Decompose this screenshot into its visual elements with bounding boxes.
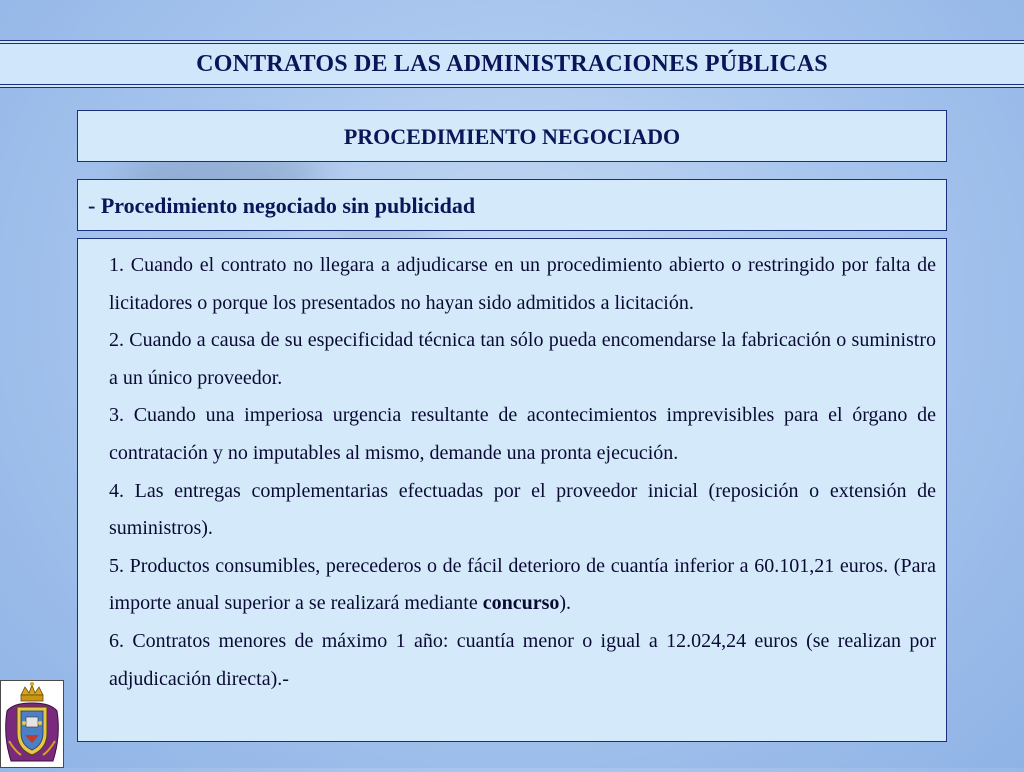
- section-heading-box: [77, 179, 947, 231]
- section-heading: - Procedimiento negociado sin publicidad: [88, 193, 476, 218]
- slide-title: CONTRATOS DE LAS ADMINISTRACIONES PÚBLICAS: [196, 51, 828, 77]
- title-band: [0, 40, 1024, 88]
- list-item-5: [109, 548, 936, 623]
- coat-of-arms-graphic: [1, 681, 63, 767]
- list-item-2: 2. Cuando a causa de su especificidad técnica tan sólo pueda encomendarse la fabricación o suministro a un único proveedor.: [109, 329, 936, 389]
- list-item-4: 4. Las entregas complementarias efectuadas por el proveedor inicial (reposición o extensión de suministros).: [109, 479, 936, 540]
- item-list: [109, 247, 936, 698]
- list-item-3: 3. Cuando una imperiosa urgencia resultante de acontecimientos imprevisibles para el órgano de contratación y no imputables al mismo, demande una pronta ejecución.: [109, 404, 936, 464]
- subtitle: PROCEDIMIENTO NEGOCIADO: [343, 124, 681, 149]
- list-item-5-tail: ).: [559, 592, 572, 615]
- content-box: [77, 238, 947, 742]
- list-item-6: 6. Contratos menores de máximo 1 año: cuantía menor o igual a 12.024,24 euros (se realizan por adjudicación directa).-: [109, 629, 936, 690]
- coat-of-arms-icon: [0, 680, 64, 768]
- list-item-5-bold: concurso: [482, 592, 560, 615]
- list-item-1: 1. Cuando el contrato no llegara a adjudicarse en un procedimiento abierto o restringido por falta de licitadores o porque los presentados no hayan sido admitidos a licitación.: [109, 254, 936, 314]
- subtitle-box: [77, 110, 947, 162]
- list-item-5-text: 5. Productos consumibles, perecederos o de fácil deterioro de cuantía inferior a 60.101,21 euros. (Para importe anual superior a se realizará mediante: [109, 554, 936, 615]
